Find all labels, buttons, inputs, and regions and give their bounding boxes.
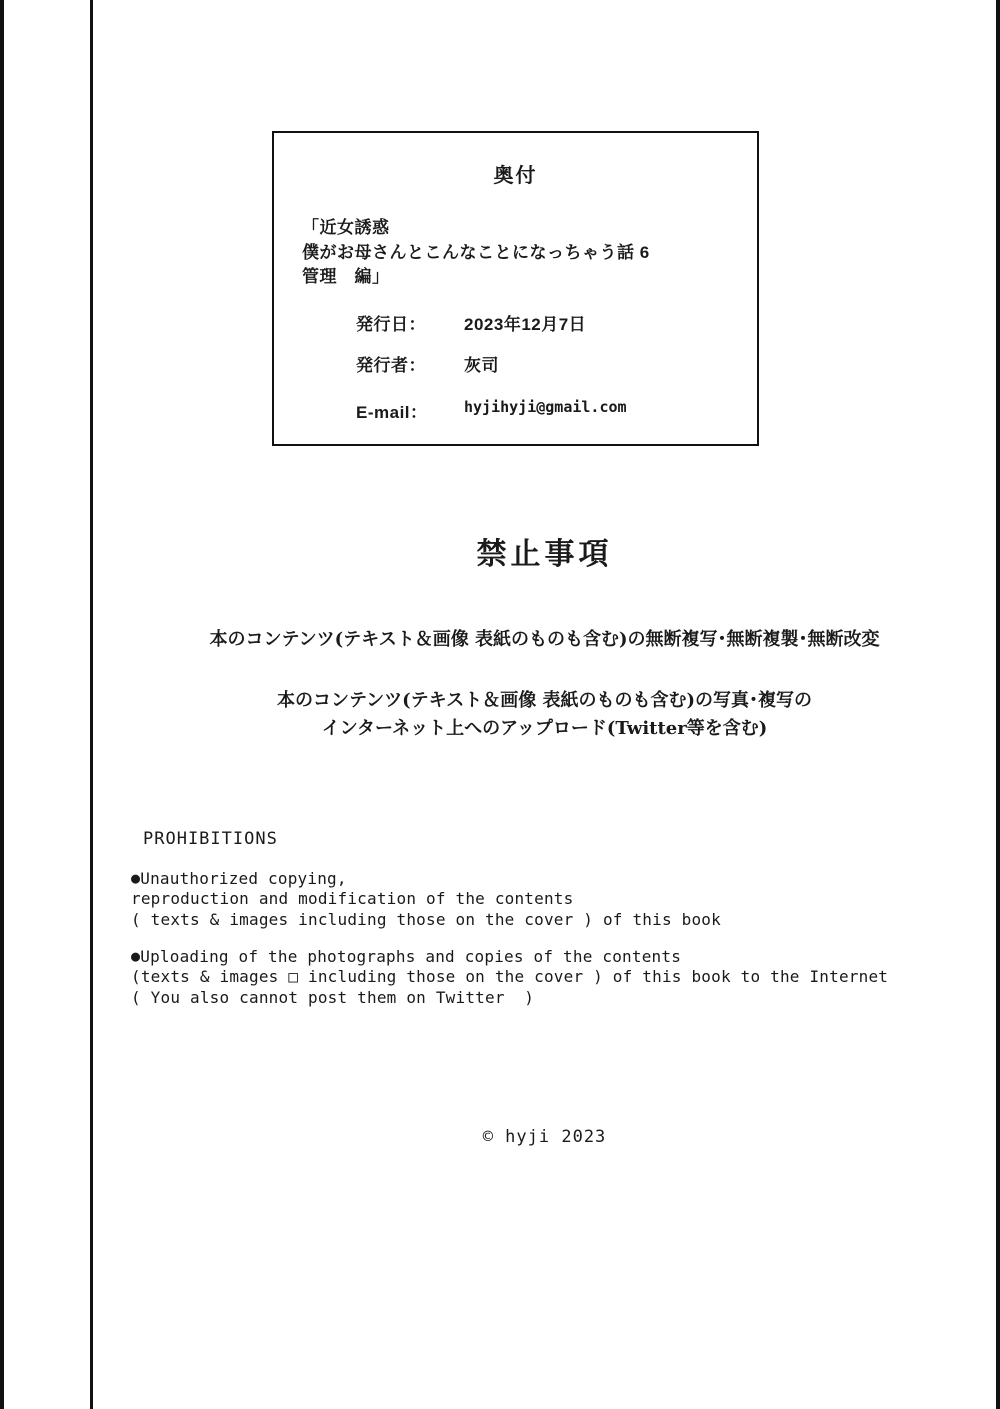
- colophon-box: [272, 131, 759, 446]
- email-label: E-mail：: [356, 402, 428, 422]
- prohibition-item-2-line-1: [131, 947, 888, 967]
- prohibition-item-2-line-2: (texts & images □ including those on the cover ) of this book to the Internet: [131, 967, 889, 987]
- bullet-icon: ●: [131, 869, 141, 887]
- prohibitions-jp-line-2a: 本のコンテンツ(テキスト＆画像 表紙のものも含む)の写真･複写の: [276, 690, 813, 711]
- prohibitions-jp-line-1: 本のコンテンツ(テキスト＆画像 表紙のものも含む)の無断複写･無断複製･無断改変: [209, 629, 880, 650]
- publication-date-value: 2023年12月7日: [464, 314, 587, 334]
- colophon-row-publication-date: [356, 310, 757, 335]
- copyright-notice: © hyji 2023: [482, 1127, 607, 1147]
- prohibition-item-1-line-3: ( texts & images including those on the cover ) of this book: [131, 909, 721, 929]
- prohibitions-heading-en: PROHIBITIONS: [143, 829, 278, 849]
- colophon-heading: 奥付: [493, 165, 538, 187]
- publisher-value: 灰司: [464, 355, 499, 375]
- prohibition-item-1-line-2: reproduction and modification of the contents: [131, 889, 574, 909]
- colophon-row-publisher: [356, 351, 757, 376]
- prohibition-item-1-text-1: Unauthorized copying,: [140, 869, 347, 888]
- work-title-line-3: 管理 編」: [302, 267, 390, 287]
- prohibitions-jp-line-2b: インターネット上へのアップロード(Twitter等を含む): [321, 717, 768, 739]
- page-sheet: [93, 0, 996, 1409]
- prohibition-item-2-text-1: Uploading of the photographs and copies of the contents: [140, 947, 682, 966]
- publication-date-label: 発行日：: [356, 314, 426, 334]
- email-value: hyjihyji@gmail.com: [464, 397, 627, 416]
- prohibition-item-2: [131, 947, 888, 1008]
- prohibition-item-2-line-3: ( You also cannot post them on Twitter ): [131, 987, 535, 1007]
- prohibitions-heading-jp: 禁止事項: [476, 537, 613, 572]
- colophon-row-email: [356, 398, 757, 423]
- prohibition-item-1-line-1: [131, 869, 721, 889]
- work-title-line-2: 僕がお母さんとこんなことになっちゃう話 6: [302, 242, 650, 262]
- prohibitions-jp-block-2: [93, 687, 996, 743]
- publisher-label: 発行者：: [356, 355, 426, 375]
- page-edge-rule-left: [0, 0, 4, 1409]
- colophon-work-title: [302, 216, 757, 290]
- prohibition-item-1: [131, 869, 721, 930]
- work-title-line-1: 「近女誘惑: [302, 218, 390, 237]
- page-edge-rule-right: [996, 0, 1000, 1409]
- bullet-icon: ●: [131, 947, 141, 965]
